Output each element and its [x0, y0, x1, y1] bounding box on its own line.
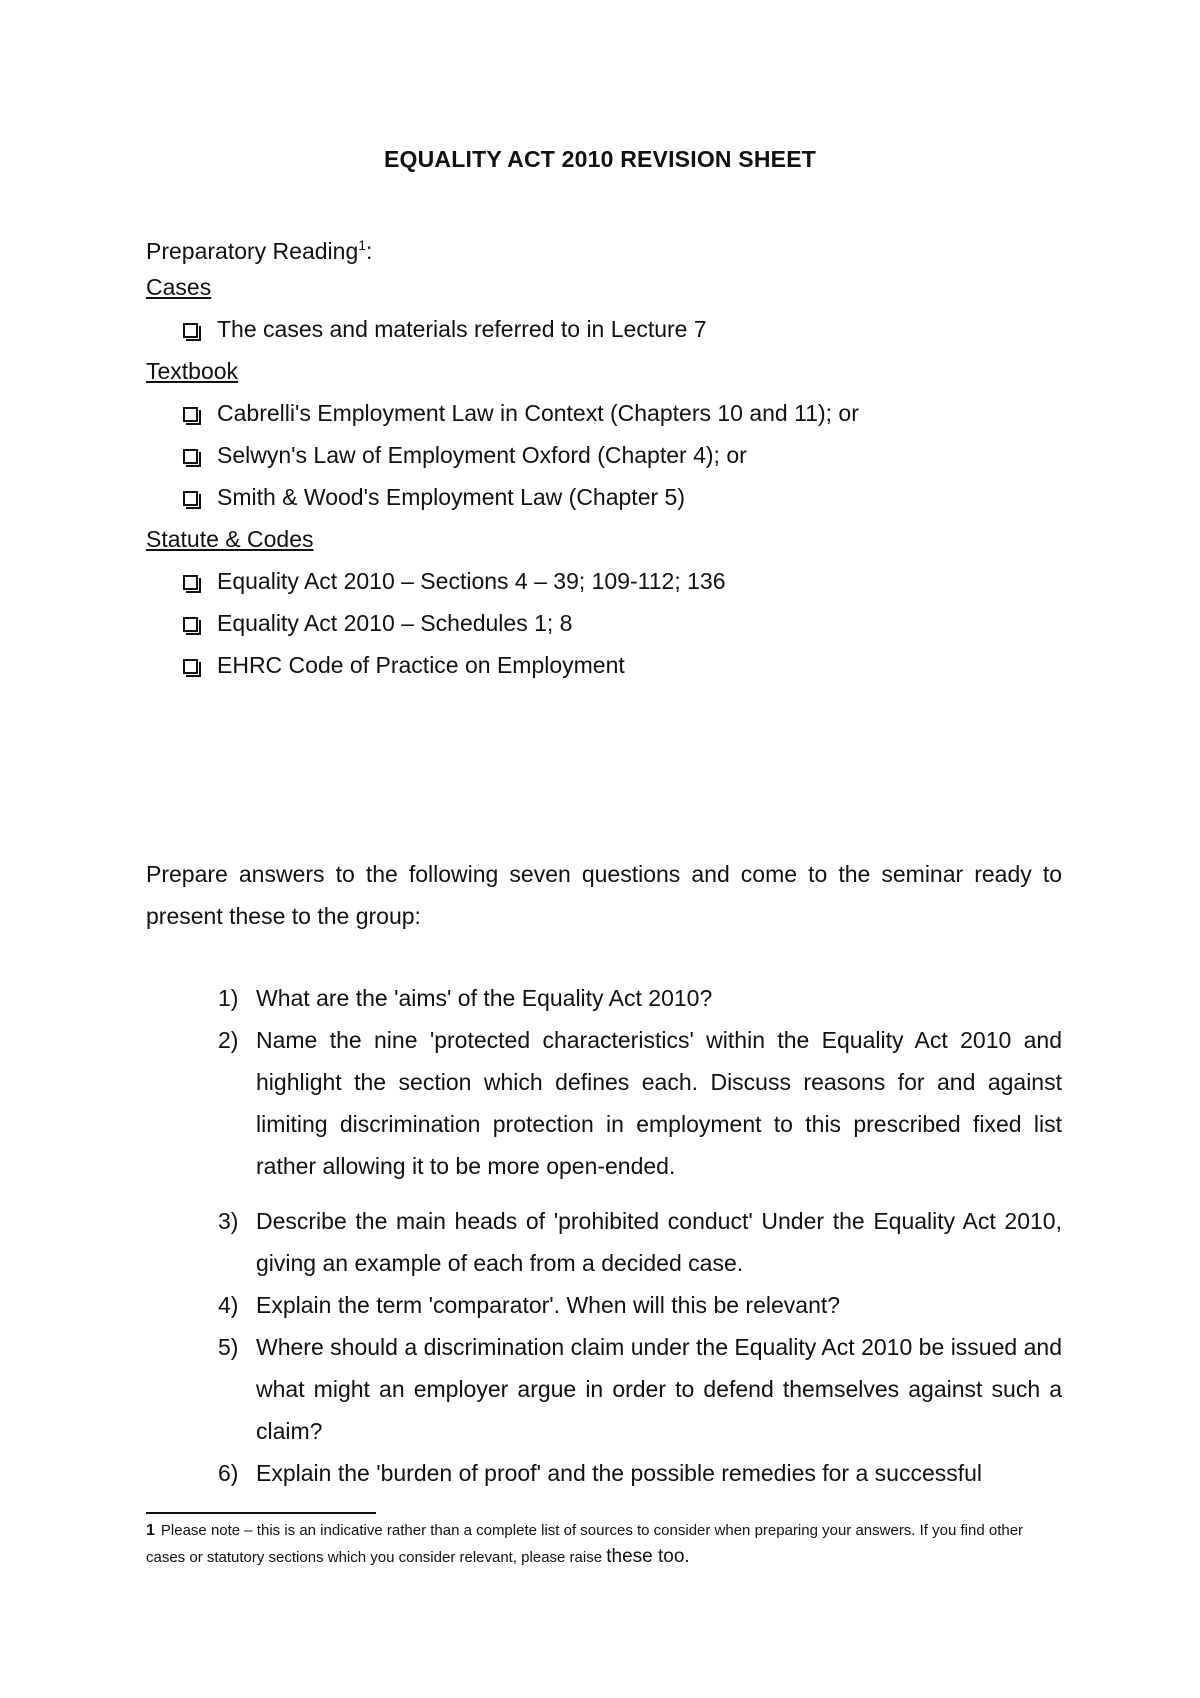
list-item-text: The cases and materials referred to in Lecture 7 [217, 316, 707, 342]
footnote-reference: 1 [358, 237, 367, 253]
question-text: What are the 'aims' of the Equality Act 2010? [256, 985, 713, 1011]
question-number: 5) [218, 1334, 239, 1360]
preparatory-reading-heading [146, 231, 372, 265]
checkbox-bullet-icon [183, 575, 198, 590]
cases-heading: Cases [146, 274, 212, 300]
question-item [218, 977, 1062, 1019]
question-text: Explain the term 'comparator'. When will this be relevant? [256, 1292, 841, 1318]
preparatory-reading-colon: : [366, 238, 373, 264]
checkbox-bullet-icon [183, 659, 198, 674]
question-number: 6) [218, 1460, 239, 1486]
list-item [183, 567, 726, 595]
question-text: Where should a discrimination claim under the Equality Act 2010 be issued and what might an employer argue in order to defend themselves against such a claim? [256, 1334, 1062, 1444]
list-item [183, 651, 625, 679]
list-item-text: Equality Act 2010 – Sections 4 – 39; 109-112; 136 [217, 568, 726, 594]
footnote-separator [146, 1512, 376, 1514]
checkbox-bullet-icon [183, 323, 198, 338]
list-item-text: Equality Act 2010 – Schedules 1; 8 [217, 610, 573, 636]
list-item [183, 399, 859, 427]
footnote-tail: these too. [606, 1546, 690, 1567]
list-item [183, 609, 572, 637]
instructions-paragraph: Prepare answers to the following seven questions and come to the seminar ready to present these to the group: [146, 861, 1062, 929]
question-number: 2) [218, 1027, 239, 1053]
question-item [218, 1284, 1062, 1326]
footnote [146, 1518, 1062, 1571]
list-item-text: Cabrelli's Employment Law in Context (Chapters 10 and 11); or [217, 400, 859, 426]
question-item [218, 1326, 1062, 1452]
question-item [218, 1019, 1062, 1187]
checkbox-bullet-icon [183, 617, 198, 632]
list-item [183, 483, 685, 511]
textbook-heading: Textbook [146, 358, 239, 384]
question-number: 4) [218, 1292, 239, 1318]
checkbox-bullet-icon [183, 407, 198, 422]
list-item [183, 441, 747, 469]
footnote-text: Please note – this is an indicative rather than a complete list of sources to consider when preparing your answers. If you find other cases or statutory sections which you consider relevant, please raise [146, 1522, 1024, 1566]
preparatory-reading-label: Preparatory Reading [146, 238, 359, 264]
question-number: 3) [218, 1208, 239, 1234]
statute-codes-heading: Statute & Codes [146, 526, 314, 552]
checkbox-bullet-icon [183, 491, 198, 506]
footnote-number: 1 [146, 1522, 155, 1539]
list-item-text: EHRC Code of Practice on Employment [217, 652, 625, 678]
question-item [218, 1200, 1062, 1284]
list-item-text: Smith & Wood's Employment Law (Chapter 5) [217, 484, 685, 510]
document-title: EQUALITY ACT 2010 REVISION SHEET [383, 146, 816, 172]
question-text: Explain the 'burden of proof' and the possible remedies for a successful [256, 1460, 983, 1486]
question-text: Describe the main heads of 'prohibited conduct' Under the Equality Act 2010, giving an example of each from a decided case. [256, 1208, 1062, 1276]
question-number: 1) [218, 985, 239, 1011]
question-text: Name the nine 'protected characteristics' within the Equality Act 2010 and highlight the section which defines each. Discuss reasons for and against limiting discrimination protection in employment to this prescribed fixed list rather allowing it to be more open-ended. [256, 1027, 1062, 1179]
checkbox-bullet-icon [183, 449, 198, 464]
list-item-text: Selwyn's Law of Employment Oxford (Chapter 4); or [217, 442, 747, 468]
list-item [183, 315, 707, 343]
question-item [218, 1452, 1062, 1494]
